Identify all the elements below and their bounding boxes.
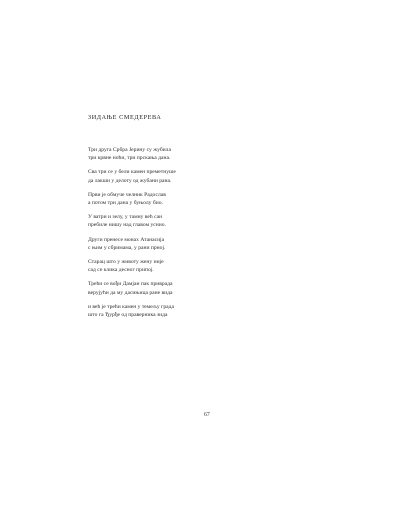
stanza (88, 213, 328, 229)
poem-line: пребиле нишу над главом уснио. (88, 222, 166, 229)
poem-line: верујући да му дасињица ране вида (88, 289, 173, 296)
poem-line: сад се клика десног припој. (88, 267, 154, 274)
poem-line: Старац што у животу жену није (88, 259, 164, 266)
poem-title: ЗИДАЊЕ СМЕДЕРЕВА (88, 114, 162, 121)
poem-line: Трећи се вођи Дамјан пак приврада (88, 281, 173, 288)
poem-line: Други пренесе монах Атанасија (88, 236, 165, 243)
page-number: 67 (204, 412, 210, 418)
stanza (88, 236, 328, 252)
poem-line: Први је обмуче челник Радослав (88, 191, 166, 198)
stanza (88, 146, 328, 162)
stanza (88, 168, 328, 184)
poem-body (88, 146, 328, 325)
poem-line: Три друга Србра Јерину су жубила (88, 147, 171, 153)
stanza (88, 258, 328, 274)
poem-line: с њим у сбримама, у рани прној. (88, 244, 166, 251)
poem-line: а потом три дана у буњолу био. (88, 200, 163, 207)
poem-line: три крвне ноћи, три прскања дана. (88, 155, 171, 162)
stanza (88, 191, 328, 207)
poem-line: да лакши у делоту од жубани рана. (88, 177, 172, 184)
poem-line: и већ је трећи камен у темељу града (88, 303, 174, 310)
stanza (88, 280, 328, 296)
poem-line: Сва три се у бели камен преметнуше (88, 169, 176, 176)
stanza (88, 303, 328, 319)
poem-line: У ватри и зелу, у тамну већ сан (88, 214, 163, 221)
poem-line: што га Ђурђе од праверника зида (88, 312, 168, 319)
